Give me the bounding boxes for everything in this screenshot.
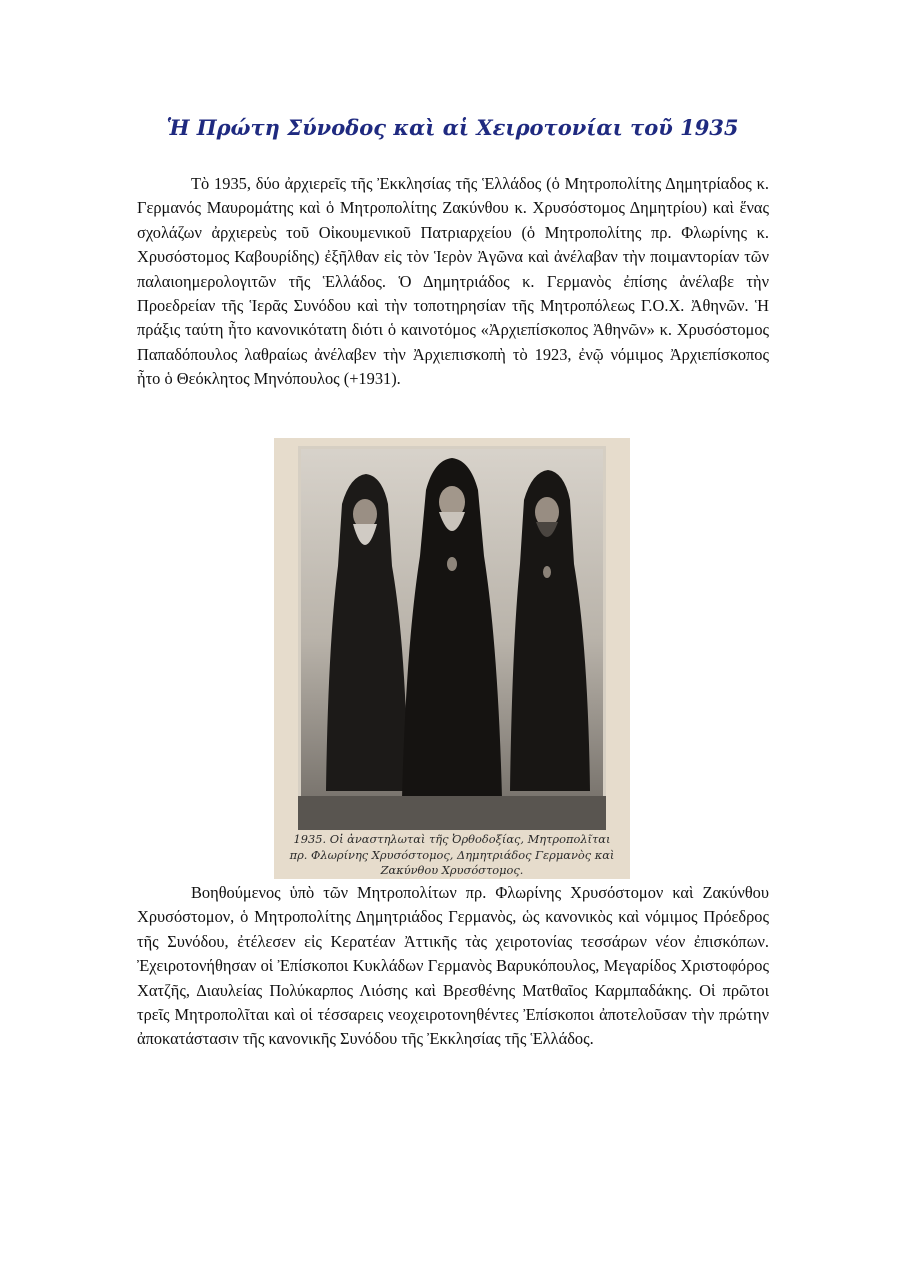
photo-image-three-bishops xyxy=(298,446,606,830)
photo-caption xyxy=(274,832,630,879)
caption-line: Ζακύνθου Χρυσόστομος. xyxy=(380,863,524,877)
historical-photo xyxy=(274,438,630,879)
caption-line: πρ. Φλωρίνης Χρυσόστομος, Δημητριάδος Γερμανὸς καὶ xyxy=(289,847,615,862)
page-title: Ἡ Πρώτη Σύνοδος καὶ αἱ Χειροτονίαι τοῦ 1935 xyxy=(166,115,739,140)
paragraph-2: Βοηθούμενος ὑπὸ τῶν Μητροπολίτων πρ. Φλωρίνης Χρυσόστομον καὶ Ζακύνθου Χρυσόστομον, ὁ Μητροπολίτης Δημητριάδος Γερμανὸς, ὡς κανονικὸς καὶ νόμιμος Πρόεδρος τῆς Συνόδου, ἐτέλεσεν εἰς Κερατέαν Ἀττικῆς τὰς χειροτονίας τεσσάρων νέον ἐπισκόπων. Ἐχειροτονήθησαν οἱ Ἐπίσκοποι Κυκλάδων Γερμανὸς Βαρυκόπουλος, Μεγαρίδος Χριστοφόρος Χατζῆς, Διαυλείας Πολύκαρπος Λιόσης καὶ Βρεσθένης Ματθαῖος Καρμπαδάκης. Οἱ πρῶτοι τρεῖς Μητροπολῖται καὶ οἱ τέσσαρεις νεοχειροτονηθέντες Ἐπίσκοποι ἀποτελοῦσαν τὴν πρώτην ἀποκατάστασιν τῆς κανονικῆς Συνόδου τῆς Ἐκκλησίας τῆς Ἑλλάδος. xyxy=(137,883,769,1049)
paragraph-1: Τὸ 1935, δύο ἀρχιερεῖς τῆς Ἐκκλησίας τῆς Ἑλλάδος (ὁ Μητροπολίτης Δημητρίαδος κ. Γερμανός Μαυρομάτης καὶ ὁ Μητροπολίτης Ζακύνθου κ. Χρυσόστομος Δημητρίου) καὶ ἕνας σχολάζων ἀρχιερεὺς τοῦ Οἰκουμενικοῦ Πατριαρχείου (ὁ Μητροπολίτης πρ. Φλωρίνης κ. Χρυσόστομος Καβουρίδης) ἐξῆλθαν εἰς τὸν Ἱερὸν Ἀγῶνα καὶ ἀνέλαβαν τὴν ποιμαντορίαν τῶν παλαιοημερολογιτῶν τῆς Ἑλλάδος. Ὁ Δημητριάδος κ. Γερμανὸς ἐπίσης ἀνέλαβε τὴν Προεδρείαν τῆς Ἱερᾶς Συνόδου καὶ τὴν τοποτηρησίαν τῆς Μητροπόλεως Γ.Ο.Χ. Ἀθηνῶν. Ἡ πράξις ταύτη ἦτο κανονικότατη διότι ὁ καινοτόμος «Ἀρχιεπίσκοπος Ἀθηνῶν» κ. Χρυσόστομος Παπαδόπουλος λαθραίως ἀνέλαβεν τὴν Ἀρχιεπισκοπὴ τὸ 1923, ἐνῷ νόμιμος Ἀρχιεπίσκοπος ἦτο ὁ Θεόκλητος Μηνόπουλος (+1931). xyxy=(137,174,769,389)
caption-line: 1935. Οἱ ἀναστηλωταὶ τῆς Ὀρθοδοξίας, Μητροπολῖται xyxy=(293,832,611,846)
